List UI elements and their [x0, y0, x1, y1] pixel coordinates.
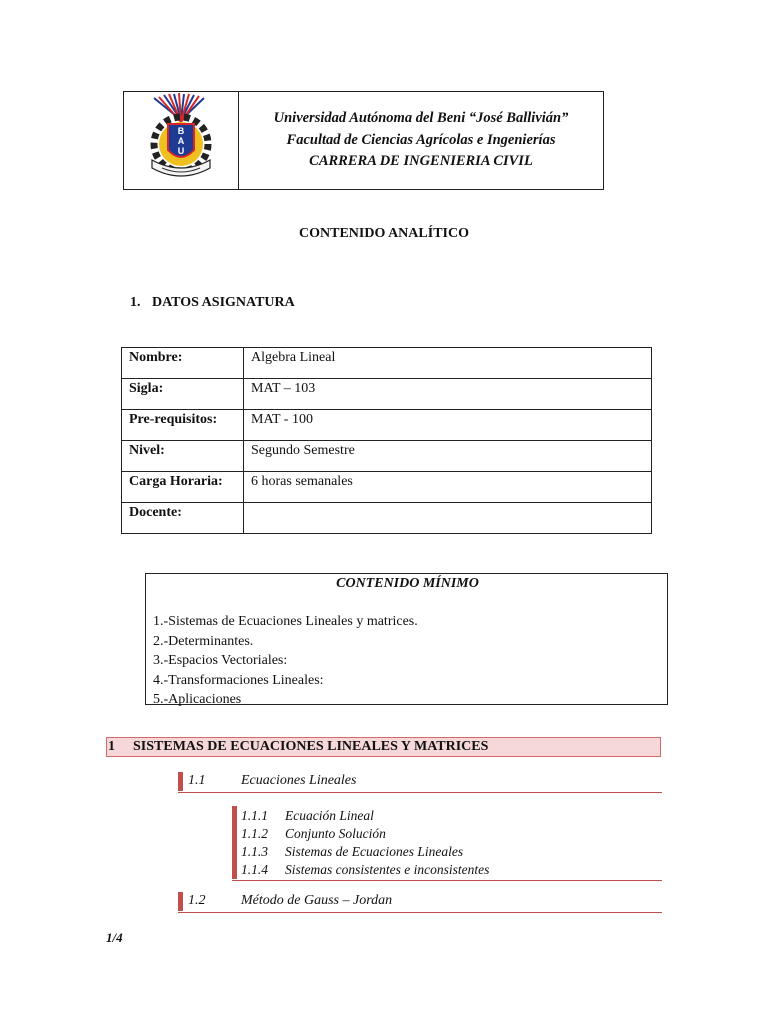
subsection-title: Método de Gauss – Jordan — [241, 893, 393, 908]
row-value: Segundo Semestre — [244, 441, 652, 472]
row-value — [244, 503, 652, 534]
logo-letter-u: U — [177, 146, 185, 156]
logo-letter-b: B — [177, 126, 185, 136]
heading-marker — [232, 806, 237, 879]
item-number: 1.1.2 — [241, 826, 268, 841]
section-number: 1. — [130, 295, 141, 310]
subsubsection-item — [241, 808, 374, 824]
row-value: MAT – 103 — [244, 379, 652, 410]
table-row — [122, 441, 652, 472]
table-row — [122, 410, 652, 441]
item-number: 1.1.3 — [241, 844, 268, 859]
subsection-title: Ecuaciones Lineales — [241, 773, 357, 788]
row-label: Carga Horaria: — [122, 472, 244, 503]
list-item: 3.-Espacios Vectoriales: — [153, 653, 288, 668]
subsection-heading — [178, 772, 662, 793]
row-label: Nivel: — [122, 441, 244, 472]
page-number: 1/4 — [106, 930, 123, 945]
table-row — [122, 503, 652, 534]
course-data-table — [121, 347, 652, 534]
subsection-number: 1.1 — [188, 773, 206, 788]
item-title: Sistemas de Ecuaciones Lineales — [285, 844, 464, 859]
heading-marker — [178, 772, 183, 791]
list-item: 2.-Determinantes. — [153, 633, 254, 649]
table-row — [122, 379, 652, 410]
university-name: Universidad Autónoma del Beni “José Ballivián” — [273, 110, 569, 126]
chapter-title: SISTEMAS DE ECUACIONES LINEALES Y MATRICES — [133, 739, 489, 754]
list-item: 5.-Aplicaciones — [153, 692, 242, 707]
header-text — [239, 92, 603, 189]
header-box — [123, 91, 604, 190]
career-name: CARRERA DE INGENIERIA CIVIL — [309, 153, 533, 169]
contenido-minimo-list — [153, 612, 418, 710]
item-number: 1.1.1 — [241, 808, 268, 823]
item-title: Sistemas consistentes e inconsistentes — [285, 862, 490, 877]
row-value: MAT - 100 — [244, 410, 652, 441]
contenido-minimo-title: CONTENIDO MÍNIMO — [336, 576, 479, 591]
item-number: 1.1.4 — [241, 862, 268, 877]
section-title: DATOS ASIGNATURA — [152, 295, 295, 310]
row-label: Pre-requisitos: — [122, 410, 244, 441]
table-row — [122, 348, 652, 379]
table-row — [122, 472, 652, 503]
row-label: Nombre: — [122, 348, 244, 379]
item-title: Conjunto Solución — [285, 826, 386, 841]
list-item: 1.-Sistemas de Ecuaciones Lineales y matrices. — [153, 614, 418, 629]
subsubsection-item — [241, 862, 489, 878]
item-title: Ecuación Lineal — [285, 808, 374, 823]
row-value: Algebra Lineal — [244, 348, 652, 379]
subsubsection-item — [241, 826, 386, 842]
logo-letter-a: A — [177, 136, 185, 146]
subsection-number: 1.2 — [188, 893, 206, 908]
contenido-minimo-box — [145, 573, 668, 705]
subsubsection-group — [232, 806, 662, 881]
heading-marker — [178, 892, 183, 911]
row-label: Sigla: — [122, 379, 244, 410]
subsubsection-item — [241, 844, 463, 860]
logo-cell — [124, 92, 239, 189]
row-label: Docente: — [122, 503, 244, 534]
document-title: CONTENIDO ANALÍTICO — [299, 226, 469, 241]
row-value: 6 horas semanales — [244, 472, 652, 503]
chapter-number: 1 — [108, 739, 115, 754]
university-logo — [124, 92, 238, 189]
section-heading — [130, 295, 295, 311]
subsection-heading — [178, 892, 662, 913]
list-item: 4.-Transformaciones Lineales: — [153, 672, 324, 688]
faculty-name: Facultad de Ciencias Agrícolas e Ingenierías — [286, 131, 556, 148]
